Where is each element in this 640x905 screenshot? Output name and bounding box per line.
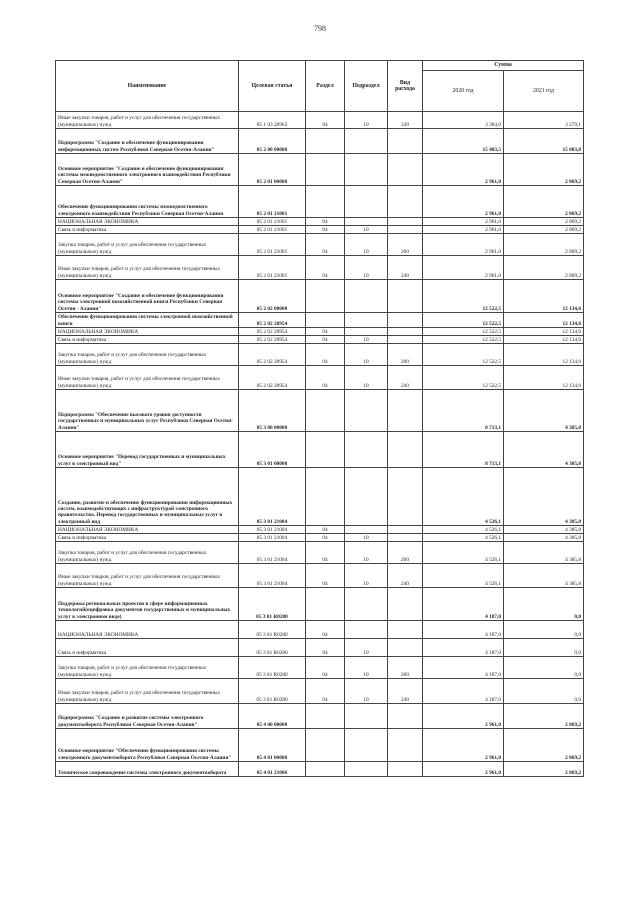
table-row [56, 344, 584, 366]
row-value-2021: 0,0 [504, 657, 584, 679]
row-name: Иные закупки товаров, работ и услуг для обеспечения государственных (муниципальных) нужд [56, 112, 239, 129]
table-row [56, 226, 584, 234]
row-name: Закупка товаров, работ и услуг для обеспечения государственных (муниципальных) нужд [56, 234, 239, 256]
header-row-top [56, 61, 584, 71]
table-row [56, 621, 584, 639]
row-type [388, 186, 423, 218]
row-type [388, 328, 423, 336]
row-subsection [345, 129, 388, 154]
row-value-2021: 2 869,2 [504, 154, 584, 186]
row-section [306, 280, 345, 313]
row-type [388, 729, 423, 762]
row-type [388, 526, 423, 534]
budget-table [55, 60, 584, 777]
row-value-2020: 4 187,0 [423, 621, 504, 639]
row-type [388, 432, 423, 468]
row-target: 05 3 01 R0280 [239, 621, 306, 639]
row-type [388, 336, 423, 344]
row-target: 05 4 01 00000 [239, 729, 306, 762]
row-target: 05 2 02 20954 [239, 336, 306, 344]
table-row [56, 526, 584, 534]
table-row [56, 729, 584, 762]
table-row [56, 218, 584, 226]
row-target: 05 3 01 R0280 [239, 588, 306, 621]
row-target: 05 2 02 20954 [239, 366, 306, 390]
row-name: Связь и информатика [56, 336, 239, 344]
row-value-2021: 12 134,6 [504, 336, 584, 344]
row-type [388, 218, 423, 226]
row-value-2020: 12 522,5 [423, 344, 504, 366]
row-target: 05 2 02 20954 [239, 344, 306, 366]
row-section: 04 [306, 256, 345, 280]
row-value-2020: 2 961,0 [423, 218, 504, 226]
row-type [388, 280, 423, 313]
row-section: 04 [306, 526, 345, 534]
row-subsection [345, 154, 388, 186]
row-section [306, 390, 345, 432]
table-row [56, 186, 584, 218]
row-section: 04 [306, 328, 345, 336]
row-name: Иные закупки товаров, работ и услуг для обеспечения государственных (муниципальных) нужд [56, 679, 239, 704]
row-value-2021: 12 134,6 [504, 280, 584, 313]
row-value-2021: 4 385,8 [504, 432, 584, 468]
row-value-2021: 2 869,2 [504, 218, 584, 226]
row-value-2020: 3 384,0 [423, 112, 504, 129]
table-row [56, 564, 584, 588]
header-section: Раздел [306, 61, 345, 112]
row-value-2020: 2 961,0 [423, 704, 504, 729]
row-name: Иные закупки товаров, работ и услуг для обеспечения государственных (муниципальных) нужд [56, 256, 239, 280]
row-target: 05 2 00 00000 [239, 129, 306, 154]
row-name: Связь и информатика [56, 226, 239, 234]
row-type: 200 [388, 234, 423, 256]
row-value-2021: 4 385,8 [504, 390, 584, 432]
row-name: Иные закупки товаров, работ и услуг для обеспечения государственных (муниципальных) нужд [56, 564, 239, 588]
row-subsection [345, 588, 388, 621]
page-number: 798 [314, 24, 326, 33]
table-row [56, 129, 584, 154]
row-name: Закупка товаров, работ и услуг для обеспечения государственных (муниципальных) нужд [56, 657, 239, 679]
row-value-2021: 12 134,6 [504, 328, 584, 336]
row-subsection: 10 [345, 234, 388, 256]
row-value-2020: 2 961,0 [423, 234, 504, 256]
table-row [56, 639, 584, 657]
row-value-2021: 2 869,2 [504, 704, 584, 729]
row-value-2020: 2 961,0 [423, 154, 504, 186]
row-type [388, 226, 423, 234]
row-value-2020: 8 713,1 [423, 390, 504, 432]
row-section [306, 729, 345, 762]
table-row [56, 280, 584, 313]
row-value-2021: 4 385,8 [504, 468, 584, 526]
row-type [388, 704, 423, 729]
row-subsection [345, 328, 388, 336]
header-2021: 2021 год [504, 71, 584, 112]
row-target: 05 2 02 20954 [239, 328, 306, 336]
row-subsection [345, 432, 388, 468]
row-subsection [345, 313, 388, 328]
table-row [56, 657, 584, 679]
row-name: Основное мероприятие "Создание и обеспечение функционирования системы межведомственного электронного взаимодействия Республики Северная Осетия-Алания" [56, 154, 239, 186]
header-subsection: Подраздел [345, 61, 388, 112]
row-value-2020: 2 961,0 [423, 762, 504, 777]
row-section [306, 313, 345, 328]
row-name: Связь и информатика [56, 534, 239, 542]
row-value-2020: 12 522,5 [423, 366, 504, 390]
row-value-2020: 2 961,0 [423, 186, 504, 218]
row-value-2020: 4 526,1 [423, 526, 504, 534]
table-row [56, 468, 584, 526]
row-subsection: 10 [345, 657, 388, 679]
row-name: НАЦИОНАЛЬНАЯ ЭКОНОМИКА [56, 621, 239, 639]
row-value-2020: 4 187,0 [423, 639, 504, 657]
row-value-2021: 0,0 [504, 639, 584, 657]
row-name: Основное мероприятие "Перевод государственных и муниципальных услуг в электронный вид" [56, 432, 239, 468]
row-name: НАЦИОНАЛЬНАЯ ЭКОНОМИКА [56, 218, 239, 226]
table-row [56, 256, 584, 280]
row-value-2020: 12 522,5 [423, 328, 504, 336]
row-section: 04 [306, 226, 345, 234]
row-target: 05 2 01 21001 [239, 186, 306, 218]
row-name: Связь и информатика [56, 639, 239, 657]
row-section: 04 [306, 534, 345, 542]
row-type [388, 154, 423, 186]
row-type: 240 [388, 256, 423, 280]
row-section: 04 [306, 639, 345, 657]
row-name: Обеспечение функционирования системы электронной похозяйственной книги [56, 313, 239, 328]
row-name: Основное мероприятие "Обеспечение функционирования системы электронного документооборота Республики Северная Осетия-Алания" [56, 729, 239, 762]
row-type: 200 [388, 542, 423, 564]
row-target: 05 2 01 00000 [239, 154, 306, 186]
row-value-2021: 0,0 [504, 621, 584, 639]
row-section: 04 [306, 218, 345, 226]
row-subsection [345, 729, 388, 762]
row-target: 05 2 01 21001 [239, 234, 306, 256]
row-type: 240 [388, 679, 423, 704]
header-expense-type: Вид расхода [388, 61, 423, 112]
table-row [56, 542, 584, 564]
row-value-2021: 12 134,6 [504, 313, 584, 328]
row-value-2021: 4 385,8 [504, 542, 584, 564]
row-subsection: 10 [345, 112, 388, 129]
row-value-2020: 2 961,0 [423, 226, 504, 234]
row-section: 04 [306, 344, 345, 366]
row-value-2021: 4 385,8 [504, 564, 584, 588]
header-name: Наименование [56, 61, 239, 112]
row-value-2020: 8 713,1 [423, 432, 504, 468]
row-type: 240 [388, 366, 423, 390]
row-section: 04 [306, 234, 345, 256]
row-target: 05 3 01 21004 [239, 564, 306, 588]
row-subsection: 10 [345, 679, 388, 704]
row-target: 05 4 01 21006 [239, 762, 306, 777]
row-target: 05 2 01 21001 [239, 256, 306, 280]
row-section: 04 [306, 621, 345, 639]
row-target: 05 3 01 R0280 [239, 657, 306, 679]
row-type [388, 390, 423, 432]
row-target: 05 3 01 21004 [239, 542, 306, 564]
row-type [388, 762, 423, 777]
row-value-2020: 4 187,0 [423, 679, 504, 704]
row-name: НАЦИОНАЛЬНАЯ ЭКОНОМИКА [56, 328, 239, 336]
row-subsection [345, 218, 388, 226]
row-value-2021: 2 869,2 [504, 234, 584, 256]
table-row [56, 679, 584, 704]
table-row [56, 154, 584, 186]
row-section: 04 [306, 336, 345, 344]
row-value-2020: 2 961,0 [423, 729, 504, 762]
row-value-2020: 4 526,1 [423, 564, 504, 588]
header-target: Целевая статья [239, 61, 306, 112]
row-subsection [345, 390, 388, 432]
row-section [306, 154, 345, 186]
row-target: 05 3 01 R0280 [239, 679, 306, 704]
row-value-2021: 12 134,6 [504, 366, 584, 390]
row-subsection: 10 [345, 564, 388, 588]
row-section [306, 468, 345, 526]
row-target: 05 1 03 20963 [239, 112, 306, 129]
row-value-2020: 12 522,5 [423, 313, 504, 328]
row-section: 04 [306, 112, 345, 129]
row-target: 05 2 02 00000 [239, 280, 306, 313]
row-value-2021: 4 385,8 [504, 526, 584, 534]
row-subsection [345, 704, 388, 729]
table-row [56, 704, 584, 729]
row-subsection: 10 [345, 639, 388, 657]
row-value-2020: 12 522,5 [423, 336, 504, 344]
row-type: 200 [388, 344, 423, 366]
row-name: Иные закупки товаров, работ и услуг для обеспечения государственных (муниципальных) нужд [56, 366, 239, 390]
row-value-2021: 4 385,8 [504, 534, 584, 542]
row-name: Создание, развитие и обеспечение функционирования информационных систем, взаимодействующих с инфраструктурой электронного правительства. Перевод государственных и муниципальных услуг в электронный вид [56, 468, 239, 526]
row-value-2021: 0,0 [504, 588, 584, 621]
row-target: 05 3 00 00000 [239, 390, 306, 432]
row-name: Поддержка региональных проектов в сфере информационных технологий(оцифровка документов государственных и муниципальных услуг в электронном виде) [56, 588, 239, 621]
row-section [306, 704, 345, 729]
row-subsection: 10 [345, 534, 388, 542]
row-name: Подпрограмма "Создание и обеспечение функционирования информационных систем Республики Северная Осетия-Алания" [56, 129, 239, 154]
row-subsection [345, 762, 388, 777]
row-subsection [345, 280, 388, 313]
row-section: 04 [306, 542, 345, 564]
header-sum: Сумма [423, 61, 584, 71]
row-value-2020: 12 522,5 [423, 280, 504, 313]
table-row [56, 534, 584, 542]
row-name: Закупка товаров, работ и услуг для обеспечения государственных (муниципальных) нужд [56, 542, 239, 564]
row-subsection [345, 186, 388, 218]
table-row [56, 588, 584, 621]
row-section: 04 [306, 657, 345, 679]
row-value-2020: 4 187,0 [423, 657, 504, 679]
row-value-2021: 2 869,2 [504, 226, 584, 234]
row-section: 04 [306, 564, 345, 588]
table-row [56, 432, 584, 468]
row-type [388, 313, 423, 328]
row-name: Обеспечение функционирования системы межведомственного электронного взаимодействия Республики Северная Осетия-Алания [56, 186, 239, 218]
row-value-2020: 4 526,1 [423, 542, 504, 564]
row-name: НАЦИОНАЛЬНАЯ ЭКОНОМИКА [56, 526, 239, 534]
row-value-2021: 15 003,8 [504, 129, 584, 154]
table-row [56, 390, 584, 432]
row-target: 05 2 02 20954 [239, 313, 306, 328]
table-row [56, 313, 584, 328]
row-target: 05 3 01 21004 [239, 534, 306, 542]
row-subsection: 10 [345, 226, 388, 234]
row-value-2020: 4 526,1 [423, 534, 504, 542]
row-subsection: 10 [345, 256, 388, 280]
table-row [56, 762, 584, 777]
table-row [56, 112, 584, 129]
row-subsection: 10 [345, 336, 388, 344]
row-target: 05 3 01 21004 [239, 526, 306, 534]
row-subsection: 10 [345, 542, 388, 564]
row-value-2021: 2 869,2 [504, 762, 584, 777]
row-target: 05 2 01 21001 [239, 218, 306, 226]
row-value-2021: 2 869,2 [504, 186, 584, 218]
row-value-2020: 4 526,1 [423, 468, 504, 526]
row-name: Основное мероприятие "Создание и обеспечение функционирования системы электронной похозяйственной книги Республики Северная Осетия - Алания" [56, 280, 239, 313]
row-value-2021: 3 279,1 [504, 112, 584, 129]
row-section: 04 [306, 366, 345, 390]
row-value-2021: 2 869,2 [504, 256, 584, 280]
row-type: 200 [388, 657, 423, 679]
row-target: 05 2 01 21001 [239, 226, 306, 234]
row-value-2021: 0,0 [504, 679, 584, 704]
row-value-2020: 2 961,0 [423, 256, 504, 280]
row-section [306, 588, 345, 621]
row-section [306, 186, 345, 218]
row-section: 04 [306, 679, 345, 704]
row-section [306, 762, 345, 777]
row-target: 05 3 01 21004 [239, 468, 306, 526]
row-type [388, 534, 423, 542]
row-type [388, 621, 423, 639]
row-type: 240 [388, 112, 423, 129]
row-type [388, 639, 423, 657]
row-type: 240 [388, 564, 423, 588]
row-name: Подпрограмма "Создание и развитие системы электронного документооборота Республики Северная Осетия-Алания" [56, 704, 239, 729]
row-subsection [345, 468, 388, 526]
row-type [388, 468, 423, 526]
table-row [56, 366, 584, 390]
row-target: 05 3 01 00000 [239, 432, 306, 468]
row-type [388, 129, 423, 154]
row-subsection [345, 526, 388, 534]
table-row [56, 328, 584, 336]
table-row [56, 234, 584, 256]
row-value-2021: 12 134,6 [504, 344, 584, 366]
table-body [56, 112, 584, 777]
row-target: 05 4 00 00000 [239, 704, 306, 729]
row-value-2020: 4 187,0 [423, 588, 504, 621]
row-section [306, 432, 345, 468]
row-type [388, 588, 423, 621]
row-name: Подпрограмма "Обеспечение высокого уровня доступности государственных и муниципальных услуг Республики Северная Осетия-Алания" [56, 390, 239, 432]
row-target: 05 3 01 R0280 [239, 639, 306, 657]
table-row [56, 336, 584, 344]
header-2020: 2020 год [423, 71, 504, 112]
row-name: Техническое сопровождение системы электронного документооборота [56, 762, 239, 777]
row-section [306, 129, 345, 154]
row-value-2020: 15 483,5 [423, 129, 504, 154]
row-name: Закупка товаров, работ и услуг для обеспечения государственных (муниципальных) нужд [56, 344, 239, 366]
row-subsection: 10 [345, 344, 388, 366]
row-value-2021: 2 869,2 [504, 729, 584, 762]
row-subsection: 10 [345, 366, 388, 390]
row-subsection [345, 621, 388, 639]
